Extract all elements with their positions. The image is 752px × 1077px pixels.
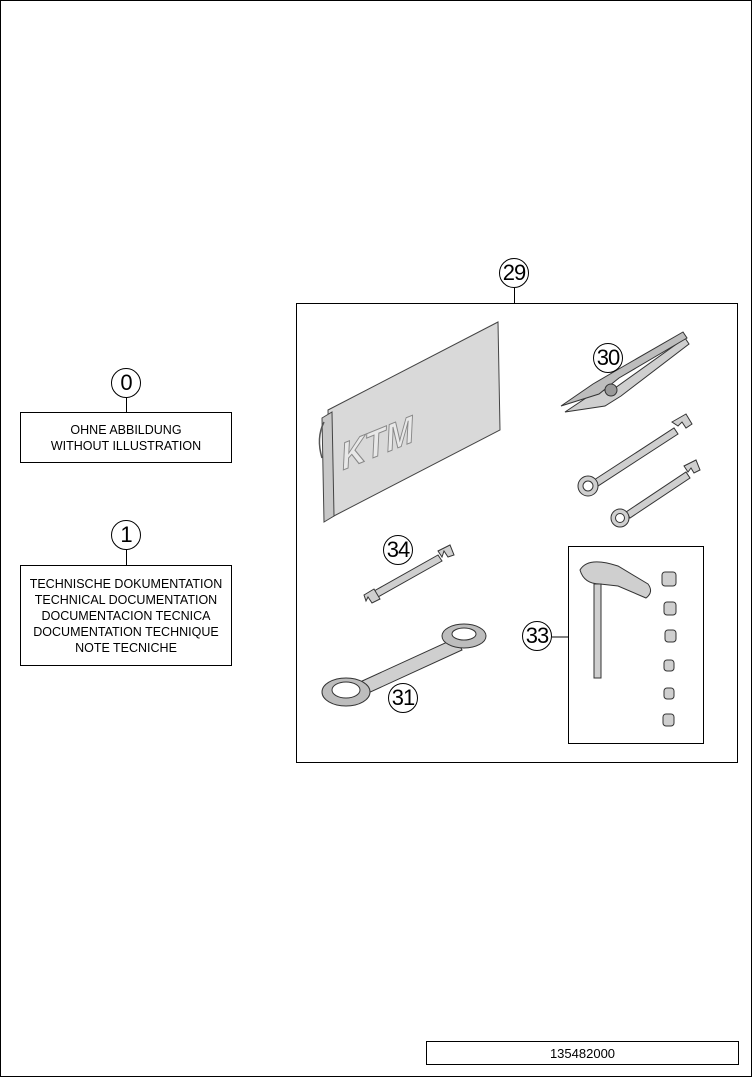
callout-1: 1: [111, 520, 141, 550]
doc-line-en: TECHNICAL DOCUMENTATION: [34, 592, 218, 607]
leader-line-29: [514, 288, 515, 303]
doc-line-fr: DOCUMENTATION TECHNIQUE: [33, 624, 219, 639]
ktm-logo: KTM: [338, 407, 417, 479]
doc-line-it: NOTE TECNICHE: [75, 640, 177, 655]
callout-0: 0: [111, 368, 141, 398]
technical-documentation-label: [20, 565, 232, 666]
callout-30: 30: [593, 343, 623, 373]
manual-illustration: [310, 318, 510, 528]
combination-wrenches-illustration: [574, 410, 699, 530]
t-handle-and-bits-illustration: [578, 556, 698, 736]
leader-line-33: [552, 636, 568, 638]
leader-line-1: [126, 550, 127, 566]
callout-33: 33: [522, 621, 552, 651]
no-illustration-label: [20, 412, 232, 463]
doc-line-es: DOCUMENTACION TECNICA: [41, 608, 211, 623]
callout-31: 31: [388, 683, 418, 713]
label-line-de: OHNE ABBILDUNG: [70, 422, 182, 437]
callout-29: 29: [499, 258, 529, 288]
label-line-en: WITHOUT ILLUSTRATION: [50, 438, 202, 453]
leader-line-0: [126, 398, 127, 413]
callout-34: 34: [383, 535, 413, 565]
part-number: 135482000: [426, 1041, 739, 1065]
doc-line-de: TECHNISCHE DOKUMENTATION: [29, 576, 223, 591]
